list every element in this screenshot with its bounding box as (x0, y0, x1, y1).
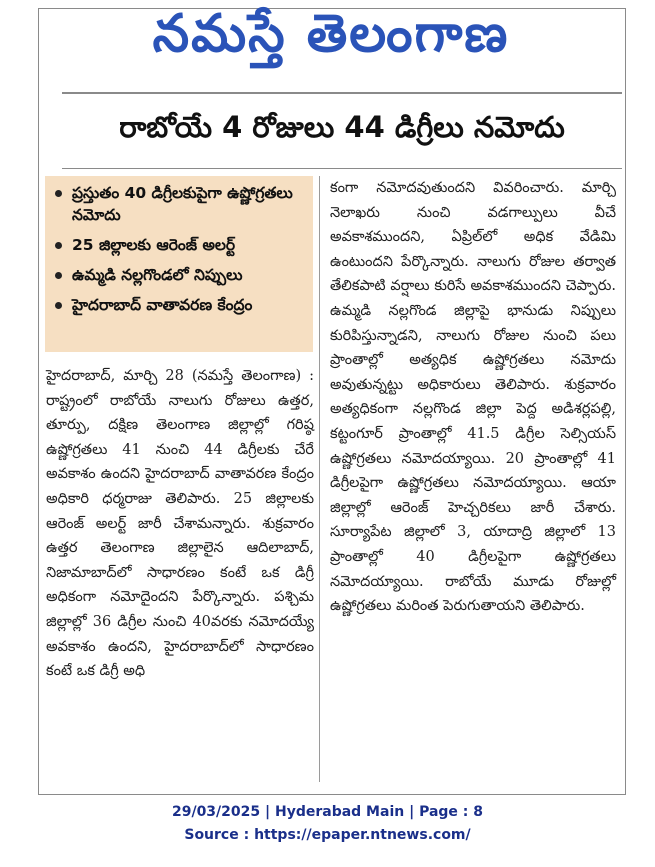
highlight-item (55, 294, 307, 316)
column-divider (319, 176, 320, 782)
highlights-box (45, 176, 313, 352)
bullet-icon (55, 302, 62, 309)
masthead-logo: నమస్తే తెలంగాణ (152, 3, 510, 64)
highlight-text: హైదరాబాద్ వాతావరణ కేంద్రం (72, 296, 253, 314)
article-body-left: హైదరాబాద్, మార్చి 28 (నమస్తే తెలంగాణ) : రాష్ట్రంలో రాబోయే నాలుగు రోజులు ఉత్తర, తూర్పు, దక్షిణ తెలంగాణ జిల్లాల్లో గరిష్ఠ ఉష్ణోగ్రతలు 41 నుంచి 44 డిగ్రీలకు చేరే అవకాశం ఉందని హైదరాబాద్ వాతావరణ కేంద్రం అధికారి ధర్మరాజు తెలిపారు. 25 జిల్లాలకు ఆరెంజ్ అలర్ట్ జారీ చేశామన్నారు. శుక్రవారం ఉత్తర తెలంగాణ జిల్లాలైన ఆదిలాబాద్, నిజామాబాద్‌లో సాధారణం కంటే ఒక డిగ్రీ అధికంగా నమోదైందని పేర్కొన్నారు. పశ్చిమ జిల్లాల్లో 36 డిగ్రీల నుంచి 40వరకు నమోదయ్యే అవకాశం ఉందని, హైదరాబాద్‌లో సాధారణం కంటే ఒక డిగ్రీ అధి (46, 368, 314, 680)
highlight-item (55, 182, 307, 226)
headline-bottom-rule (62, 168, 622, 169)
highlight-text: 25 జిల్లాలకు ఆరెంజ్ అలర్ట్ (72, 236, 236, 254)
highlight-item (55, 234, 307, 256)
article-headline: రాబోయే 4 రోజులు 44 డిగ్రీలు నమోదు (119, 110, 565, 144)
bullet-icon (55, 242, 62, 249)
highlight-item (55, 264, 307, 286)
bullet-icon (55, 190, 62, 197)
article-body-right: కంగా నమోదవుతుందని వివరించారు. మార్చి నెలాఖరు నుంచి వడగాల్పులు వీచే అవకాశముందని, ఏప్రిల్‌లో అధిక వేడిమి ఉంటుందని పేర్కొన్నారు. నాలుగు రోజుల తర్వాత తేలికపాటి వర్షాలు కురిసే అవకాశముందని చెప్పారు. ఉమ్మడి నల్లగొండ జిల్లాపై భానుడు నిప్పులు కురిపిస్తున్నాడని, నాలుగు రోజుల నుంచి పలు ప్రాంతాల్లో అత్యధిక ఉష్ణోగ్రతలు నమోదు అవుతున్నట్టు అధికారులు తెలిపారు. శుక్రవారం అత్యధికంగా నల్లగొండ జిల్లా పెద్ద అడిశర్లపల్లి, కట్టంగూర్ ప్రాంతాల్లో 41.5 డిగ్రీల సెల్సియస్ ఉష్ణోగ్రతలు నమోదయ్యాయి. 20 ప్రాంతాల్లో 41 డిగ్రీలపైగా ఉష్ణోగ్రతలు నమోదయ్యాయి. ఆయా జిల్లాల్లో ఆరెంజ్ హెచ్చరికలు జారీ చేశారు. సూర్యాపేట జిల్లాలో 3, యాదాద్రి జిల్లాలో 13 ప్రాంతాల్లో 40 డిగ్రీలపైగా ఉష్ణోగ్రతలు నమోదయ్యాయి. రాబోయే మూడు రోజుల్లో ఉష్ణోగ్రతలు మరింత పెరుగుతాయని తెలిపారు. (330, 180, 616, 615)
footer-date-edition: 29/03/2025 | Hyderabad Main | Page : 8 (171, 804, 484, 820)
headline-top-rule (62, 92, 622, 94)
highlights-list (45, 176, 313, 316)
article-column-right (330, 176, 616, 619)
article-column-left (46, 364, 314, 684)
highlight-text: ప్రస్తుతం 40 డిగ్రీలకుపైగా ఉష్ణోగ్రతలు నమోదు (72, 184, 293, 224)
footer-source: Source : https://epaper.ntnews.com/ (184, 827, 471, 843)
bullet-icon (55, 272, 62, 279)
highlight-text: ఉమ్మడి నల్లగొండలో నిప్పులు (72, 266, 243, 284)
